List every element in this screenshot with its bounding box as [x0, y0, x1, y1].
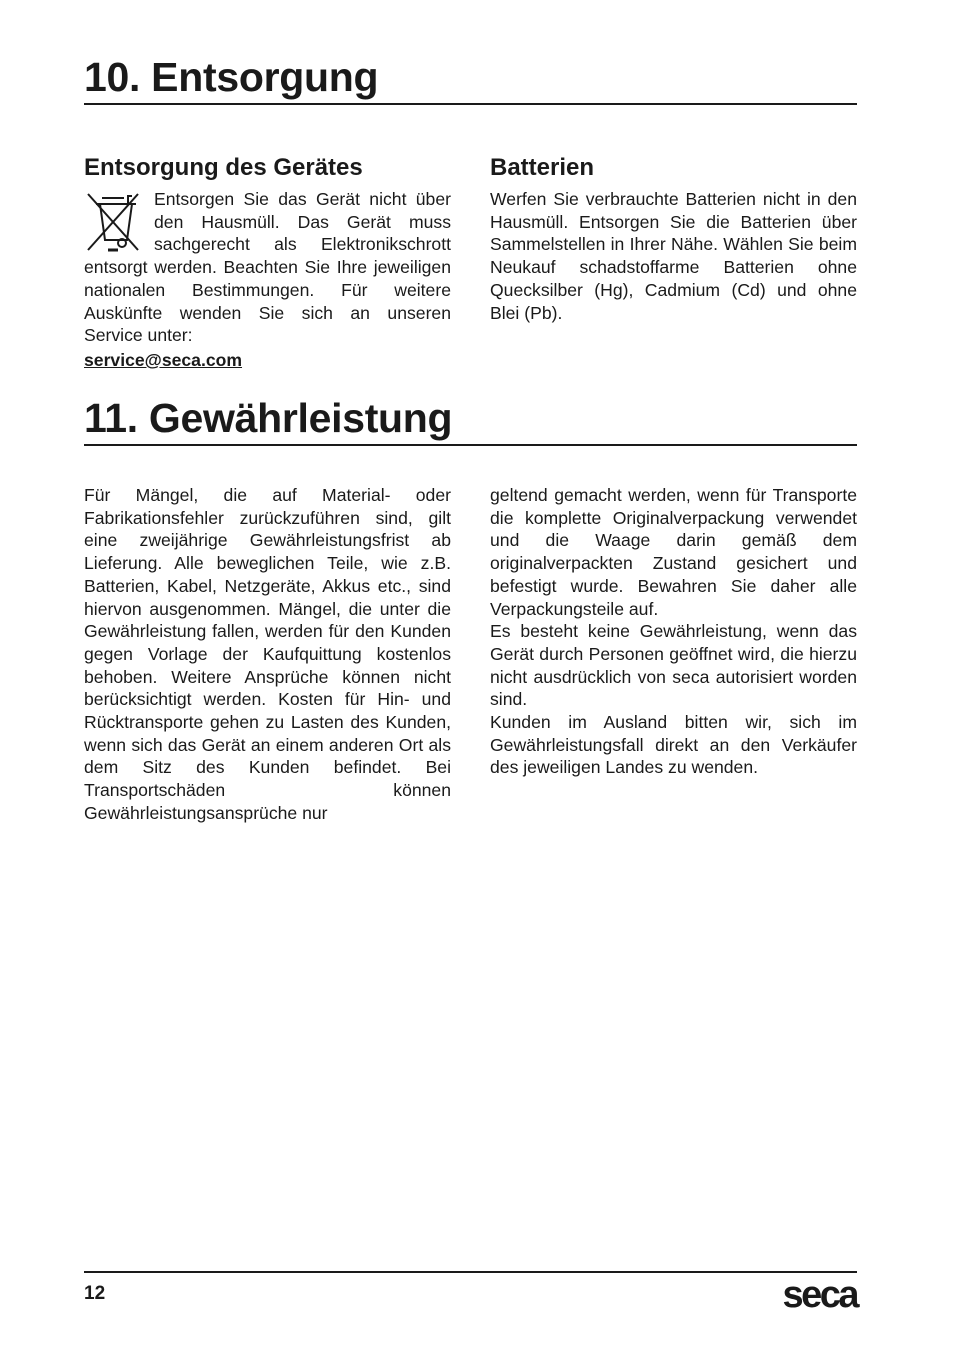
service-email-link[interactable]: service@seca.com [84, 349, 243, 370]
batteries-column [490, 188, 857, 324]
device-disposal-text: Entsorgen Sie das Gerät nicht über den Hausmüll. Das Gerät muss sachgerecht als Elektronikschrott entsorgt werden. Beachten Sie Ihre jeweiligen nationalen Bestimmungen. Für weitere Auskünfte wenden Sie sich an unseren Service unter: [84, 189, 451, 346]
heading-batteries: Batterien [490, 154, 595, 181]
crossed-out-wheelie-bin-icon [84, 190, 144, 256]
warranty-text-left: Für Mängel, die auf Material- oder Fabrikationsfehler zurückzuführen sind, gilt eine zweijährige Gewährleistungsfrist ab Lieferung. Alle beweglichen Teile, wie z.B. Batterien, Kabel, Netzgeräte, Akkus etc., sind hiervon ausgenommen. Mängel, die unter die Gewährleistung fallen, werden für den Kunden gegen Vorlage der Kaufquittung kostenlos behoben. Weitere Ansprüche können nicht berücksichtigt werden. Kosten für Hin- und Rücktransporte gehen zu Lasten des Kunden, wenn sich das Gerät an einem anderen Ort als dem Sitz des Kunden befindet. Bei Transportschäden können Gewährleistungsansprüche nur [84, 485, 451, 823]
warranty-paragraph: geltend gemacht werden, wenn für Transporte die komplette Originalverpackung verwendet und die Waage darin gemäß dem originalverpackten Zustand gesichert und befestigt wurde. Bewahren Sie daher alle Verpackungsteile auf. [490, 485, 857, 619]
device-disposal-column [84, 188, 451, 372]
section-title-gewaehrleistung: 11. Gewährleistung [84, 395, 857, 446]
page-number: 12 [84, 1283, 106, 1304]
footer-divider [84, 1271, 857, 1273]
warranty-column-left [84, 484, 451, 825]
heading-device-disposal: Entsorgung des Gerätes [84, 154, 363, 181]
warranty-paragraph: Es besteht keine Gewährleistung, wenn das Gerät durch Personen geöffnet wird, die hierzu nicht ausdrücklich von seca autorisiert worden sind. [490, 621, 857, 710]
warranty-paragraph: Kunden im Ausland bitten wir, sich im Gewährleistungsfall direkt an den Verkäufer des jeweiligen Landes zu wenden. [490, 712, 857, 778]
seca-logo: seca [782, 1274, 857, 1316]
batteries-text: Werfen Sie verbrauchte Batterien nicht in den Hausmüll. Entsorgen Sie die Batterien über Sammelstellen in Ihrer Nähe. Wählen Sie beim Neukauf schadstoffarme Batterien ohne Quecksilber (Hg), Cadmium (Cd) und ohne Blei (Pb). [490, 189, 857, 323]
section-title-entsorgung: 10. Entsorgung [84, 54, 857, 105]
warranty-column-right [490, 484, 857, 779]
